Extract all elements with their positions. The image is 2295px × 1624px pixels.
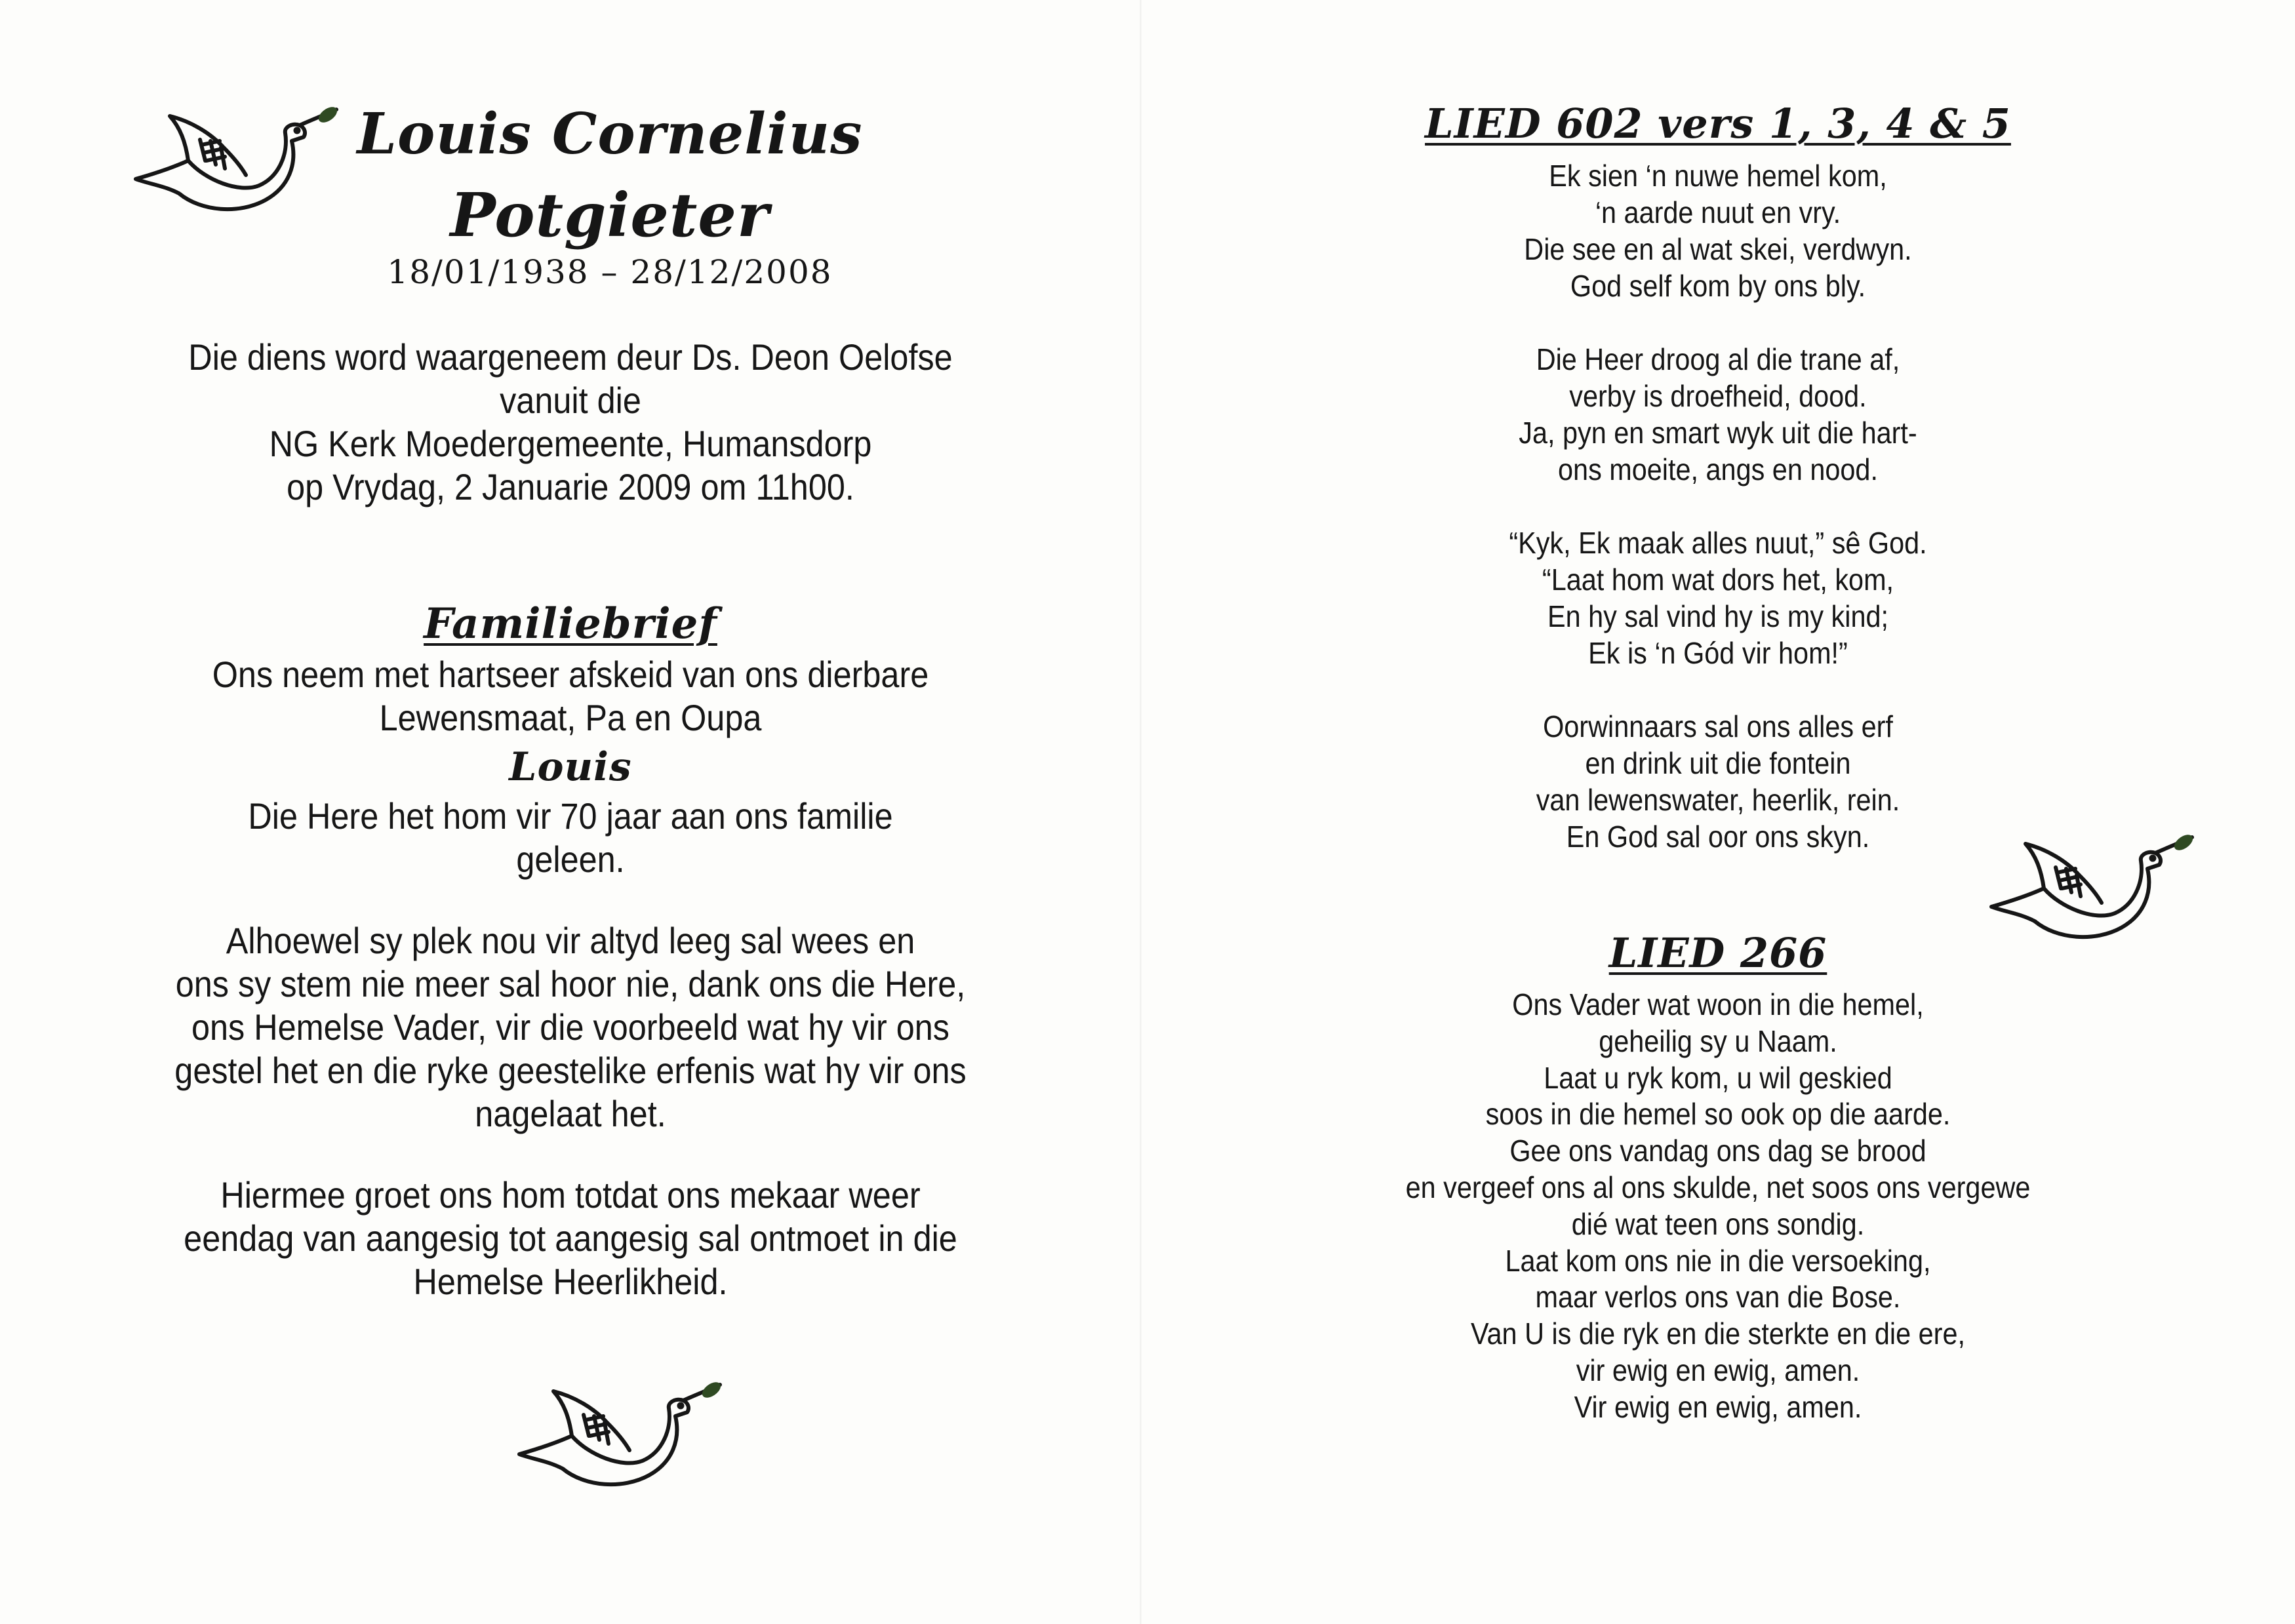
paragraph-line: ons sy stem nie meer sal hoor nie, dank ons die Here, [175,963,966,1004]
hymn-line: Die Heer droog al die trane af, [1536,342,1900,376]
paragraph-line: Ons neem met hartseer afskeid van ons dierbare [212,654,929,695]
hymn-line: Laat u ryk kom, u wil geskied [1544,1060,1892,1095]
family-letter-paragraph [57,1174,1084,1303]
hymn-266-verses [1199,987,2237,1426]
hymn-stanza [1199,341,2237,488]
family-letter-paragraph [57,653,1084,740]
hymn-line: “Laat hom wat dors het, kom, [1542,563,1894,597]
hymn-line: verby is droefheid, dood. [1569,379,1867,413]
hymn-line: en drink uit die fontein [1585,746,1851,780]
hymn-line: geheilig sy u Naam. [1599,1023,1837,1058]
life-dates: 18/01/1938 – 28/12/2008 [387,253,833,291]
hymn-line: Ja, pyn en smart wyk uit die hart- [1519,416,1917,450]
paragraph-line: nagelaat het. [475,1093,666,1134]
family-letter-name: Louis [509,744,632,790]
hymn-line: “Kyk, Ek maak alles nuut,” sê God. [1509,526,1927,560]
family-letter-paragraph [57,795,1084,881]
paragraph-line: Hiermee groet ons hom totdat ons mekaar weer [220,1174,921,1216]
paragraph-line: Alhoewel sy plek nou vir altyd leeg sal wees en [226,920,915,961]
hymn-line: Vir ewig en ewig, amen. [1574,1389,1862,1424]
hymn-line: en vergeef ons al ons skulde, net soos ons vergewe [1405,1170,2031,1204]
hymn-line: Die see en al wat skei, verdwyn. [1524,232,1912,266]
hymn-line: Oorwinnaars sal ons alles erf [1543,709,1893,743]
hymn-line: maar verlos ons van die Bose. [1535,1280,1901,1315]
hymn-stanza [1199,525,2237,671]
right-page [1141,0,2295,1624]
paragraph-line: gestel het en die ryke geestelike erfenis wat hy vir ons [174,1050,967,1091]
paragraph-line: eendag van aangesig tot aangesig sal ontmoet in die [184,1218,957,1259]
hymn-line: Laat kom ons nie in die versoeking, [1505,1243,1931,1278]
service-details [57,336,1084,509]
deceased-name-line1: Louis Cornelius [357,101,863,167]
hymn-line: ons moeite, angs en nood. [1558,452,1878,486]
family-letter-heading: Familiebrief [424,599,717,648]
hymn-line: soos in die hemel so ook op die aarde. [1485,1097,1951,1132]
hymn-602-verses [1199,157,2237,892]
hymn-line: En hy sal vind hy is my kind; [1547,599,1889,633]
paragraph-line: Lewensmaat, Pa en Oupa [379,697,762,738]
service-line: vanuit die [500,380,641,421]
hymn-line: van lewenswater, heerlik, rein. [1536,783,1900,817]
deceased-name-line2: Potgieter [450,180,770,250]
hymn-line: dié wat teen ons sondig. [1571,1206,1865,1241]
hymn-line: Ek is ‘n Gód vir hom!” [1588,636,1848,670]
hymn-line: En God sal oor ons skyn. [1566,820,1870,854]
paragraph-line: geleen. [516,839,625,880]
hymn-line: God self kom by ons bly. [1570,269,1866,303]
hymn-line: Ons Vader wat woon in die hemel, [1512,987,1924,1021]
hymn-line: Gee ons vandag ons dag se brood [1509,1134,1926,1168]
hymn-line: Ek sien ‘n nuwe hemel kom, [1549,159,1887,193]
hymn-stanza [1199,157,2237,304]
hymn-line: Van U is die ryk en die sterkte en die ere, [1470,1317,1966,1351]
hymn-602-heading: LIED 602 vers 1, 3, 4 & 5 [1425,100,2011,148]
service-line: Die diens word waargeneem deur Ds. Deon Oelofse [188,336,953,378]
paragraph-line: ons Hemelse Vader, vir die voorbeeld wat hy vir ons [191,1006,950,1048]
hymn-line: ‘n aarde nuut en vry. [1595,195,1841,229]
paragraph-line: Die Here het hom vir 70 jaar aan ons familie [248,795,893,837]
left-page [0,0,1141,1624]
service-line: NG Kerk Moedergemeente, Humansdorp [269,423,872,464]
service-line: op Vrydag, 2 Januarie 2009 om 11h00. [287,466,854,507]
dove-icon [511,1377,728,1508]
hymn-line: vir ewig en ewig, amen. [1576,1353,1860,1387]
hymn-266-heading: LIED 266 [1608,929,1827,977]
paragraph-line: Hemelse Heerlikheid. [413,1261,728,1302]
family-letter-paragraph [57,919,1084,1136]
